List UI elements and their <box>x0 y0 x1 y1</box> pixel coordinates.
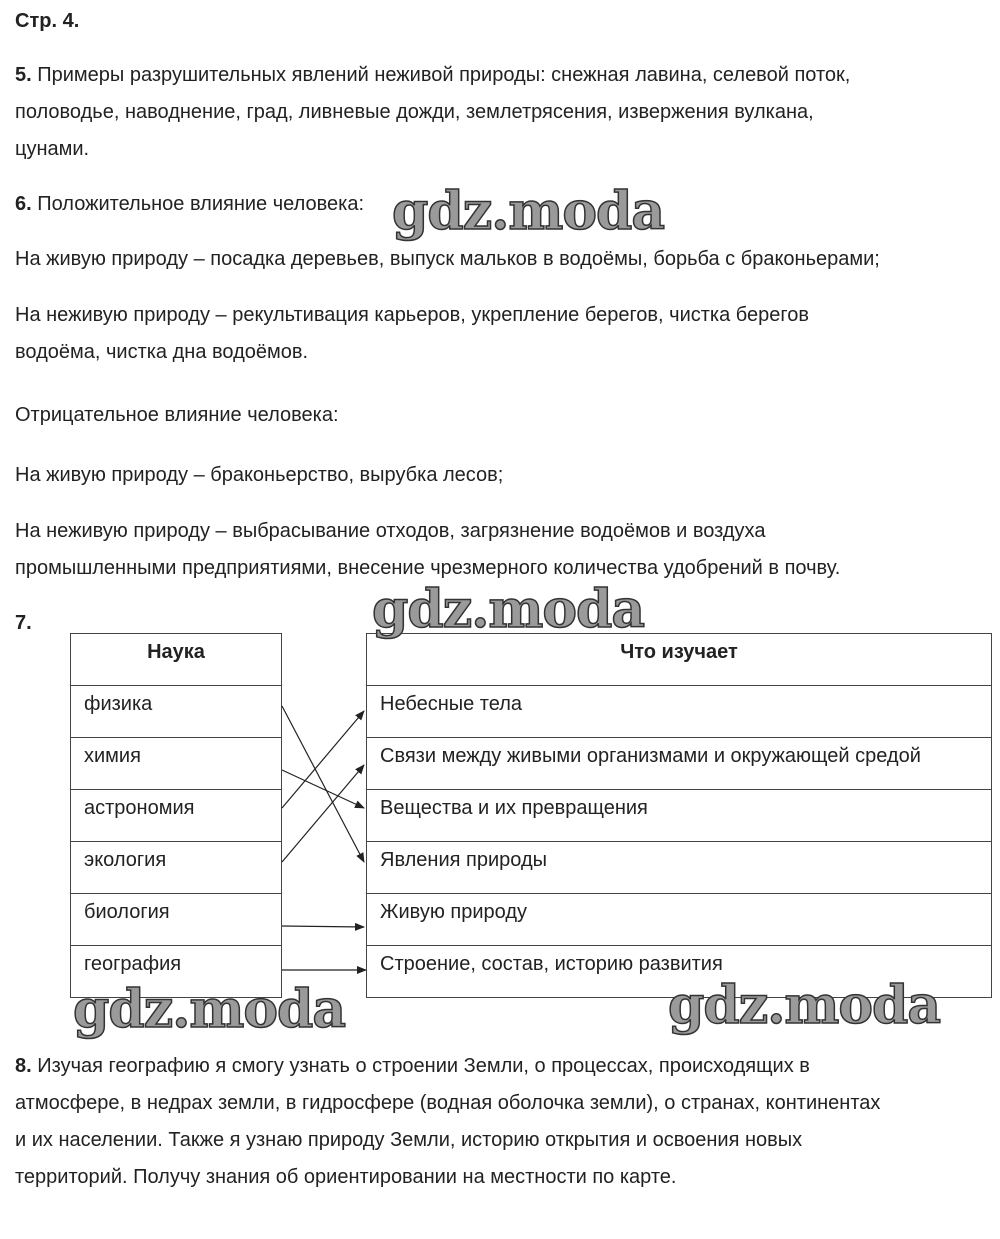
arrow-chemistry <box>282 770 364 808</box>
task6-positive-living: На живую природу – посадка деревьев, выпуск мальков в водоёмы, борьба с браконьерами; <box>15 248 880 270</box>
task6-negative-nonliving-2: промышленными предприятиями, внесение чрезмерного количества удобрений в почву. <box>15 557 841 579</box>
sciences-header: Наука <box>71 634 282 686</box>
task8-line-2: атмосфере, в недрах земли, в гидросфере (водная оболочка земли), о странах, континентах <box>15 1092 881 1114</box>
subjects-header: Что изучает <box>367 634 992 686</box>
arrow-biology <box>282 926 364 927</box>
arrow-ecology <box>282 765 364 862</box>
task6-negative-living: На живую природу – браконьерство, вырубка лесов; <box>15 464 504 486</box>
science-cell: химия <box>71 738 282 790</box>
task6-positive-nonliving-2: водоёма, чистка дна водоёмов. <box>15 341 309 363</box>
science-cell: география <box>71 946 282 998</box>
subject-cell: Живую природу <box>367 894 992 946</box>
watermark: gdz.moda <box>372 579 645 640</box>
subject-cell: Строение, состав, историю развития <box>367 946 992 998</box>
subject-cell: Связи между живыми организмами и окружающей средой <box>367 738 992 790</box>
task6-positive-heading: 6. Положительное влияние человека: <box>15 193 365 215</box>
subject-cell: Явления природы <box>367 842 992 894</box>
task6-negative-heading: Отрицательное влияние человека: <box>15 404 339 426</box>
watermark: gdz.moda <box>73 979 346 1040</box>
subject-cell: Вещества и их превращения <box>367 790 992 842</box>
task5-line-3: цунами. <box>15 138 90 160</box>
task6-positive-nonliving-1: На неживую природу – рекультивация карьеров, укрепление берегов, чистка берегов <box>15 304 809 326</box>
arrow-physics <box>282 706 364 862</box>
task5-line-2: половодье, наводнение, град, ливневые дожди, землетрясения, извержения вулкана, <box>15 101 814 123</box>
task6-number: 6. <box>15 193 32 215</box>
watermark: gdz.moda <box>668 975 941 1036</box>
arrow-astronomy <box>282 711 364 808</box>
task6-negative-nonliving-1: На неживую природу – выбрасывание отходов, загрязнение водоёмов и воздуха <box>15 520 766 542</box>
task5-number: 5. <box>15 64 32 86</box>
science-cell: астрономия <box>71 790 282 842</box>
page-label: Стр. 4. <box>15 10 80 32</box>
science-cell: экология <box>71 842 282 894</box>
task8-number: 8. <box>15 1055 32 1077</box>
task5-line-1: 5. Примеры разрушительных явлений неживой природы: снежная лавина, селевой поток, <box>15 64 851 86</box>
task8-line-3: и их населении. Также я узнаю природу Земли, историю открытия и освоения новых <box>15 1129 803 1151</box>
science-cell: биология <box>71 894 282 946</box>
watermark: gdz.moda <box>392 181 665 242</box>
task8-line-1: 8. Изучая географию я смогу узнать о строении Земли, о процессах, происходящих в <box>15 1055 810 1077</box>
subject-cell: Небесные тела <box>367 686 992 738</box>
task7-number: 7. <box>15 612 32 634</box>
task8-line-4: территорий. Получу знания об ориентировании на местности по карте. <box>15 1166 677 1188</box>
science-cell: физика <box>71 686 282 738</box>
